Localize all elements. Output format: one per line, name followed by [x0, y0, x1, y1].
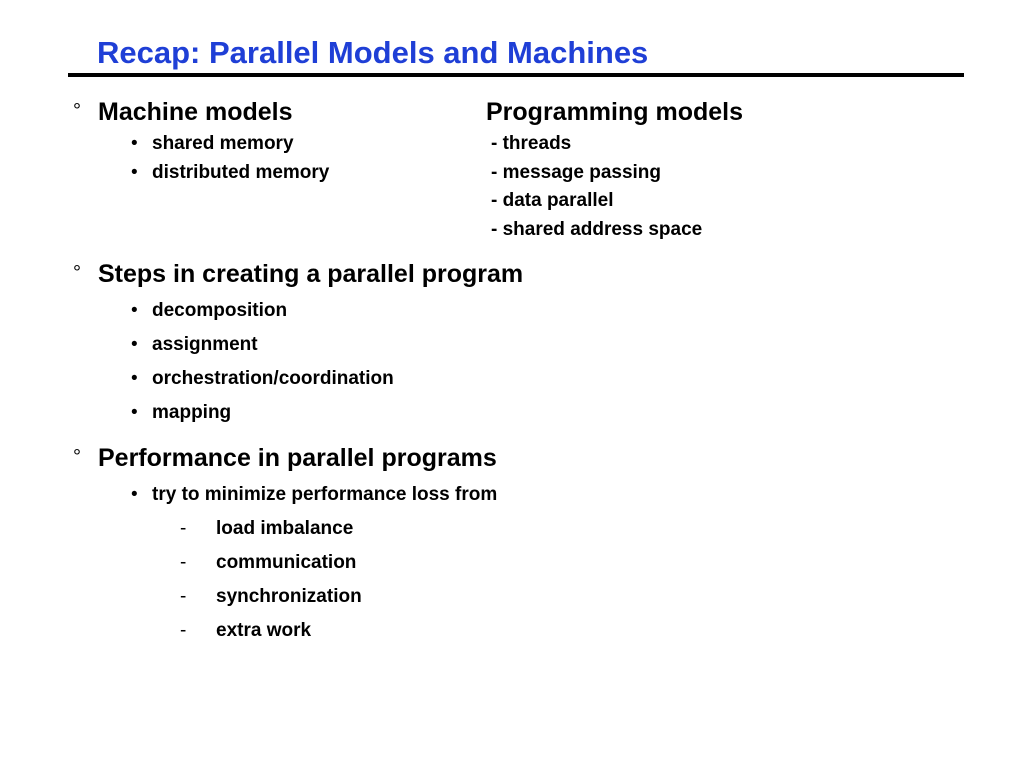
machine-models-heading: Machine models [98, 98, 293, 126]
perf-subitem-load-imbalance: load imbalance [216, 518, 354, 539]
title-divider [68, 73, 964, 77]
programming-models-heading: Programming models [486, 98, 743, 126]
programming-item-threads: - threads [491, 133, 572, 154]
bullet-marker: • [131, 368, 138, 389]
slide-title: Recap: Parallel Models and Machines [97, 35, 649, 70]
dash-marker: - [180, 586, 187, 607]
bullet-marker: • [131, 133, 138, 154]
step-item-assignment: assignment [152, 334, 258, 355]
perf-subitem-communication: communication [216, 552, 357, 573]
step-item-orchestration: orchestration/coordination [152, 368, 394, 389]
bullet-marker: • [131, 402, 138, 423]
perf-subitem-extra-work: extra work [216, 620, 312, 641]
machine-item-distributed-memory: distributed memory [152, 162, 330, 183]
step-item-decomposition: decomposition [152, 300, 288, 321]
bullet-marker: • [131, 334, 138, 355]
bullet-marker: • [131, 484, 138, 505]
machine-item-shared-memory: shared memory [152, 133, 294, 154]
section-marker-models: ° [73, 100, 81, 122]
bullet-marker: • [131, 300, 138, 321]
section-marker-performance: ° [73, 446, 81, 468]
steps-heading: Steps in creating a parallel program [98, 260, 524, 288]
programming-item-shared-address-space: - shared address space [491, 219, 703, 240]
step-item-mapping: mapping [152, 402, 232, 423]
bullet-marker: • [131, 162, 138, 183]
dash-marker: - [180, 518, 187, 539]
performance-heading: Performance in parallel programs [98, 444, 497, 472]
perf-subitem-synchronization: synchronization [216, 586, 362, 607]
programming-item-message-passing: - message passing [491, 162, 662, 183]
section-marker-steps: ° [73, 262, 81, 284]
performance-item-minimize-loss: try to minimize performance loss from [152, 484, 498, 505]
dash-marker: - [180, 620, 187, 641]
programming-item-data-parallel: - data parallel [491, 190, 614, 211]
dash-marker: - [180, 552, 187, 573]
